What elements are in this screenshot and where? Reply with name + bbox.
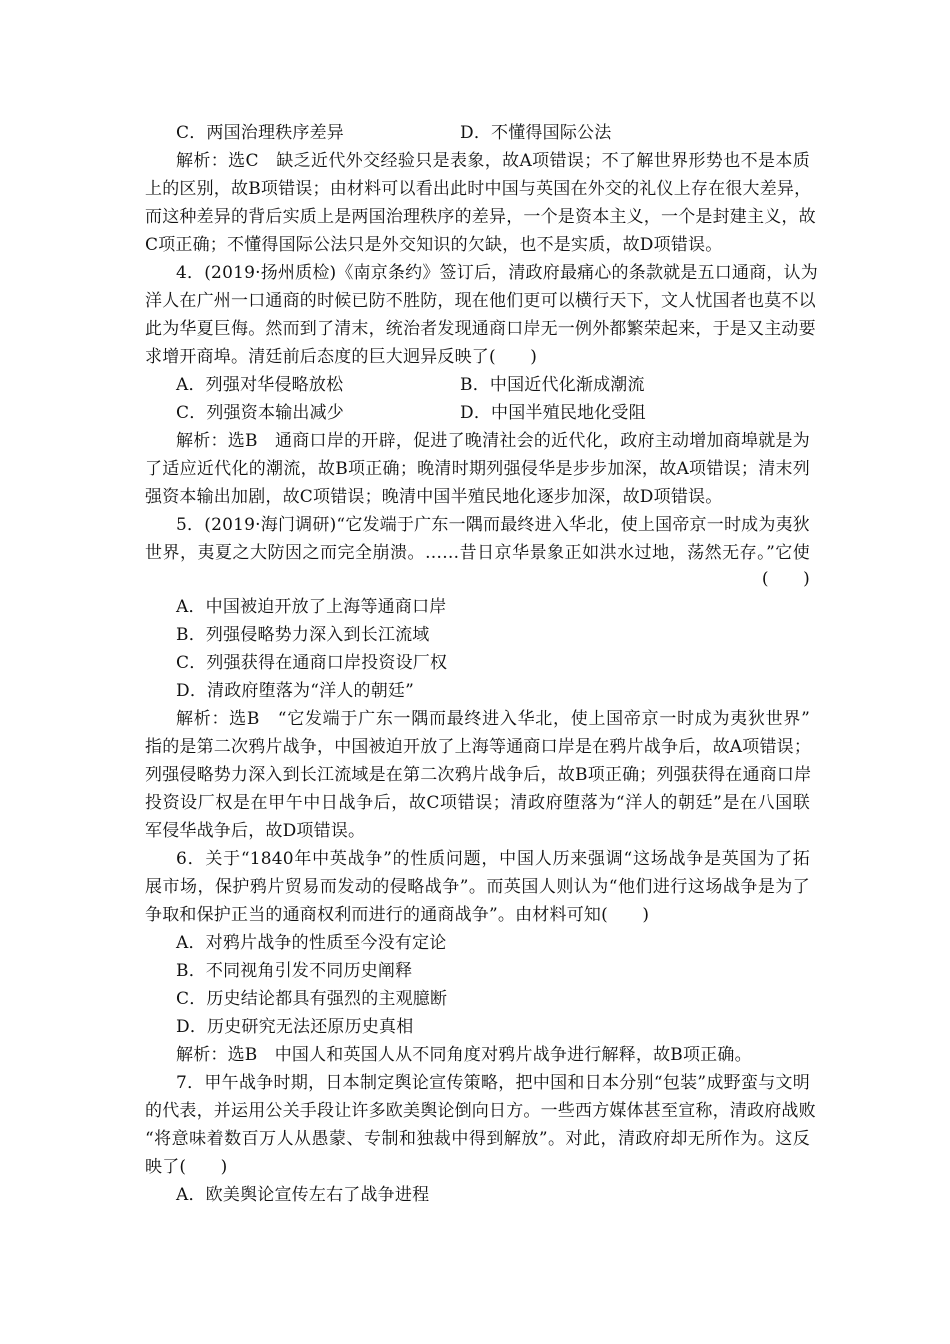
q5-analysis-line: 指的是第二次鸦片战争，中国被迫开放了上海等通商口岸是在鸦片战争后，故A项错误； bbox=[145, 737, 812, 757]
q7-option-a: A．欧美舆论宣传左右了战争进程 bbox=[176, 1185, 430, 1205]
q5-option-a: A．中国被迫开放了上海等通商口岸 bbox=[176, 597, 447, 617]
q5-stem-line: 世界，夷夏之大防因之而完全崩溃。……昔日京华景象正如洪水过地，荡然无存。”它使 bbox=[145, 543, 810, 563]
q6-stem-line: 6．关于“1840年中英战争”的性质问题，中国人历来强调“这场战争是英国为了拓 bbox=[176, 849, 810, 869]
q4-stem-line: 此为华夏巨侮。然而到了清末，统治者发现通商口岸无一例外都繁荣起来，于是又主动要 bbox=[145, 319, 816, 339]
q3-option-d: D．不懂得国际公法 bbox=[460, 123, 612, 143]
q5-option-d: D．清政府堕落为“洋人的朝廷” bbox=[176, 681, 415, 701]
q5-analysis-line: 解析：选B “它发端于广东一隅而最终进入华北，使上国帝京一时成为夷狄世界” bbox=[176, 709, 810, 729]
q7-stem-line: 映了( ) bbox=[145, 1157, 228, 1177]
q6-option-d: D．历史研究无法还原历史真相 bbox=[176, 1017, 414, 1037]
q5-stem-line: 5．(2019·海门调研)“它发端于广东一隅而最终进入华北，使上国帝京一时成为夷狄 bbox=[176, 515, 810, 535]
q7-stem-line: “将意味着数百万人从愚蒙、专制和独裁中得到解放”。对此，清政府却无所作为。这反 bbox=[145, 1129, 810, 1149]
q7-stem-line: 的代表，并运用公关手段让许多欧美舆论倒向日方。一些西方媒体甚至宣称，清政府战败 bbox=[145, 1101, 816, 1121]
q3-analysis-line: 而这种差异的背后实质上是两国治理秩序的差异，一个是资本主义，一个是封建主义，故 bbox=[145, 207, 816, 227]
q4-option-d: D．中国半殖民地化受阻 bbox=[460, 403, 646, 423]
q4-stem-line: 4．(2019·扬州质检)《南京条约》签订后，清政府最痛心的条款就是五口通商，认为 bbox=[176, 263, 818, 283]
q4-analysis-line: 解析：选B 通商口岸的开辟，促进了晚清社会的近代化，政府主动增加商埠就是为 bbox=[176, 431, 810, 451]
q3-analysis-line: 解析：选C 缺乏近代外交经验只是表象，故A项错误；不了解世界形势也不是本质 bbox=[176, 151, 810, 171]
q4-analysis-line: 强资本输出加剧，故C项错误；晚清中国半殖民地化逐步加深，故D项错误。 bbox=[145, 487, 723, 507]
q7-stem-line: 7．甲午战争时期，日本制定舆论宣传策略，把中国和日本分别“包装”成野蛮与文明 bbox=[176, 1073, 810, 1093]
q6-option-b: B．不同视角引发不同历史阐释 bbox=[176, 961, 413, 981]
q5-option-c: C．列强获得在通商口岸投资设厂权 bbox=[176, 653, 448, 673]
q6-analysis-line: 解析：选B 中国人和英国人从不同角度对鸦片战争进行解释，故B项正确。 bbox=[176, 1045, 752, 1065]
q5-analysis-line: 列强侵略势力深入到长江流域是在第二次鸦片战争后，故B项正确；列强获得在通商口岸 bbox=[145, 765, 812, 785]
q5-analysis-line: 投资设厂权是在甲午中日战争后，故C项错误；清政府堕落为“洋人的朝廷”是在八国联 bbox=[145, 793, 810, 813]
q6-option-a: A．对鸦片战争的性质至今没有定论 bbox=[176, 933, 447, 953]
q4-analysis-line: 了适应近代化的潮流，故B项正确；晚清时期列强侵华是步步加深，故A项错误；清末列 bbox=[145, 459, 810, 479]
q3-analysis-line: 上的区别，故B项错误；由材料可以看出此时中国与英国在外交的礼仪上存在很大差异， bbox=[145, 179, 812, 199]
q4-option-a: A．列强对华侵略放松 bbox=[176, 375, 344, 395]
q6-option-c: C．历史结论都具有强烈的主观臆断 bbox=[176, 989, 448, 1009]
q4-stem-line: 求增开商埠。清廷前后态度的巨大迥异反映了( ) bbox=[145, 347, 538, 367]
q3-option-c: C．两国治理秩序差异 bbox=[176, 123, 345, 143]
q4-option-b: B．中国近代化渐成潮流 bbox=[460, 375, 645, 395]
q5-option-b: B．列强侵略势力深入到长江流域 bbox=[176, 625, 430, 645]
q6-stem-line: 展市场，保护鸦片贸易而发动的侵略战争”。而英国人则认为“他们进行这场战争是为了 bbox=[145, 877, 810, 897]
q6-stem-line: 争取和保护正当的通商权利而进行的通商战争”。由材料可知( ) bbox=[145, 905, 650, 925]
q3-analysis-line: C项正确；不懂得国际公法只是外交知识的欠缺，也不是实质，故D项错误。 bbox=[145, 235, 723, 255]
q4-stem-line: 洋人在广州一口通商的时候已防不胜防，现在他们更可以横行天下，文人忧国者也莫不以 bbox=[145, 291, 816, 311]
q4-option-c: C．列强资本输出减少 bbox=[176, 403, 345, 423]
q5-analysis-line: 军侵华战争后，故D项错误。 bbox=[145, 821, 366, 841]
q5-answer-paren: ( ) bbox=[761, 569, 810, 589]
